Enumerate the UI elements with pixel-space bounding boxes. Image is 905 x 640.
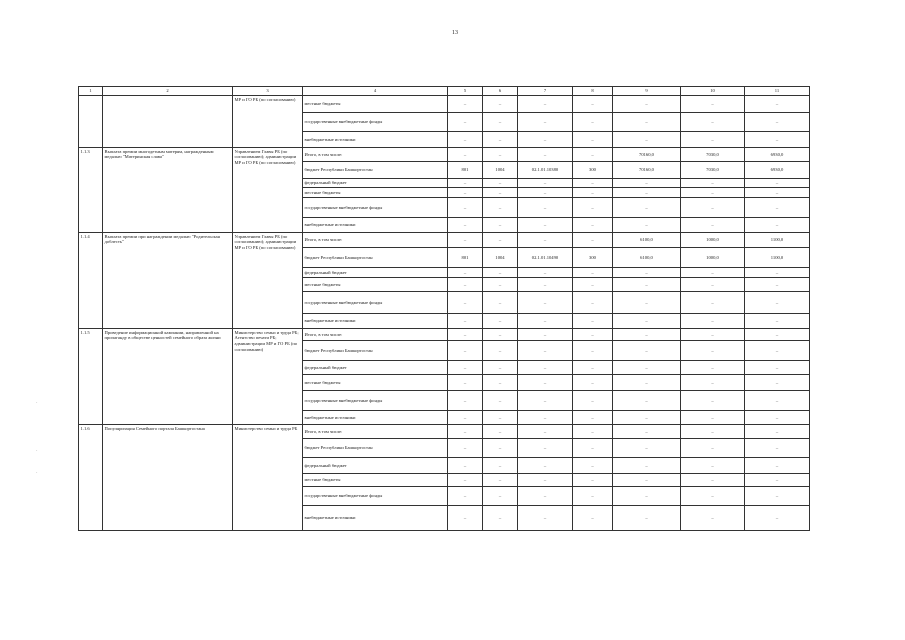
value-cell: – — [448, 458, 483, 474]
value-cell: – — [448, 278, 483, 292]
value-cell: 70160,0 — [613, 148, 681, 162]
value-cell: – — [573, 148, 613, 162]
value-cell: – — [483, 218, 518, 233]
program-table — [78, 86, 810, 531]
responsible-cell: МР и ГО РБ (по согласованию) — [233, 96, 303, 148]
value-cell: – — [518, 506, 573, 531]
funding-source-cell: федеральный бюджет — [303, 268, 448, 278]
margin-mark: · — [36, 470, 38, 476]
value-cell: – — [448, 132, 483, 148]
item-name-cell: Популяризация Семейного портала Башкортостана — [103, 425, 233, 531]
value-cell: 801 — [448, 248, 483, 268]
value-cell: – — [573, 425, 613, 439]
value-cell: – — [681, 411, 745, 425]
value-cell: – — [613, 341, 681, 361]
value-cell: – — [448, 341, 483, 361]
value-cell: – — [613, 361, 681, 375]
value-cell: – — [448, 506, 483, 531]
funding-source-cell: внебюджетные источники — [303, 314, 448, 329]
page-number: 13 — [452, 30, 458, 36]
value-cell: 70160,0 — [613, 162, 681, 179]
value-cell: – — [483, 268, 518, 278]
value-cell: – — [573, 375, 613, 391]
value-cell: – — [448, 292, 483, 314]
value-cell: – — [518, 329, 573, 341]
value-cell: – — [745, 218, 810, 233]
responsible-cell: Управлением Главы РБ (по согласованию); администрации МР и ГО РБ (по согласованию) — [233, 233, 303, 329]
value-cell: 7030,0 — [681, 148, 745, 162]
value-cell: – — [448, 474, 483, 487]
value-cell: – — [448, 411, 483, 425]
value-cell: – — [745, 278, 810, 292]
value-cell: – — [681, 391, 745, 411]
value-cell: – — [745, 198, 810, 218]
value-cell: – — [573, 278, 613, 292]
value-cell: – — [483, 361, 518, 375]
value-cell: – — [518, 411, 573, 425]
value-cell: – — [483, 292, 518, 314]
funding-source-cell: внебюджетные источники — [303, 506, 448, 531]
value-cell: – — [573, 292, 613, 314]
value-cell: – — [745, 439, 810, 458]
funding-source-cell: Итого, в том числе: — [303, 148, 448, 162]
value-cell: – — [745, 268, 810, 278]
value-cell: 1000,0 — [681, 233, 745, 248]
value-cell: – — [573, 188, 613, 198]
funding-source-cell: бюджет Республики Башкортостан — [303, 248, 448, 268]
value-cell: – — [613, 474, 681, 487]
value-cell: – — [518, 361, 573, 375]
value-cell: – — [573, 391, 613, 411]
value-cell: – — [745, 132, 810, 148]
value-cell: – — [613, 375, 681, 391]
value-cell: – — [613, 425, 681, 439]
value-cell: – — [518, 314, 573, 329]
value-cell: – — [483, 487, 518, 506]
funding-source-cell: местные бюджеты — [303, 278, 448, 292]
value-cell: – — [681, 458, 745, 474]
funding-source-cell: внебюджетные источники — [303, 218, 448, 233]
value-cell: – — [613, 218, 681, 233]
value-cell: – — [518, 425, 573, 439]
value-cell: – — [681, 198, 745, 218]
value-cell: – — [745, 391, 810, 411]
item-number-cell: 1.1.4 — [79, 233, 103, 329]
value-cell: – — [518, 179, 573, 188]
value-cell: – — [573, 329, 613, 341]
header-cell: 2 — [103, 87, 233, 96]
value-cell: – — [518, 487, 573, 506]
value-cell: – — [681, 314, 745, 329]
value-cell: – — [573, 487, 613, 506]
value-cell: – — [518, 233, 573, 248]
item-number-cell: 1.1.3 — [79, 148, 103, 233]
funding-source-cell: государственные внебюджетные фонды — [303, 292, 448, 314]
value-cell: – — [483, 411, 518, 425]
header-cell: 8 — [573, 87, 613, 96]
funding-source-cell: внебюджетные источники — [303, 411, 448, 425]
value-cell: 1100,0 — [745, 248, 810, 268]
value-cell: – — [448, 233, 483, 248]
value-cell: 1004 — [483, 162, 518, 179]
item-name-cell: Проведение информационной кампании, направленной на пропаганду в обществе ценностей семейного образа жизни — [103, 329, 233, 425]
value-cell: – — [518, 439, 573, 458]
funding-source-cell: Итого, в том числе: — [303, 233, 448, 248]
value-cell: – — [745, 474, 810, 487]
value-cell: – — [573, 96, 613, 113]
value-cell: 6100,0 — [613, 233, 681, 248]
value-cell: 7030,0 — [681, 162, 745, 179]
value-cell: – — [681, 188, 745, 198]
value-cell: – — [448, 329, 483, 341]
value-cell: – — [613, 314, 681, 329]
value-cell: – — [613, 391, 681, 411]
value-cell: – — [613, 292, 681, 314]
value-cell: 02.1.01.10380 — [518, 162, 573, 179]
value-cell: – — [745, 425, 810, 439]
value-cell: – — [483, 96, 518, 113]
value-cell: – — [483, 198, 518, 218]
value-cell: – — [681, 268, 745, 278]
value-cell: – — [573, 411, 613, 425]
funding-source-cell: бюджет Республики Башкортостан — [303, 162, 448, 179]
value-cell: – — [573, 341, 613, 361]
value-cell: – — [745, 411, 810, 425]
value-cell: – — [745, 341, 810, 361]
value-cell: – — [448, 179, 483, 188]
value-cell: – — [518, 341, 573, 361]
value-cell: – — [448, 268, 483, 278]
value-cell: 6930,0 — [745, 162, 810, 179]
value-cell: – — [518, 474, 573, 487]
value-cell: – — [448, 391, 483, 411]
responsible-cell: Управлением Главы РБ (по согласованию); администрации МР и ГО РБ (по согласованию) — [233, 148, 303, 233]
value-cell: – — [613, 268, 681, 278]
value-cell: – — [448, 439, 483, 458]
value-cell: – — [483, 233, 518, 248]
value-cell: – — [518, 278, 573, 292]
funding-source-cell: местные бюджеты — [303, 474, 448, 487]
value-cell: – — [573, 458, 613, 474]
value-cell: – — [483, 179, 518, 188]
funding-source-cell: государственные внебюджетные фонды — [303, 113, 448, 132]
value-cell: – — [745, 506, 810, 531]
funding-source-cell: государственные внебюджетные фонды — [303, 391, 448, 411]
value-cell: – — [613, 96, 681, 113]
value-cell: – — [613, 132, 681, 148]
item-number-cell: 1.1.6 — [79, 425, 103, 531]
value-cell: – — [681, 341, 745, 361]
funding-source-cell: федеральный бюджет — [303, 361, 448, 375]
value-cell: – — [613, 329, 681, 341]
value-cell: – — [518, 113, 573, 132]
header-cell: 9 — [613, 87, 681, 96]
value-cell: – — [613, 439, 681, 458]
header-row — [79, 87, 810, 96]
value-cell: – — [483, 375, 518, 391]
value-cell: – — [518, 198, 573, 218]
value-cell: – — [745, 487, 810, 506]
item-name-cell: Выплата премии при награждении медалью "Родительская доблесть" — [103, 233, 233, 329]
value-cell: – — [681, 292, 745, 314]
funding-source-cell: федеральный бюджет — [303, 458, 448, 474]
value-cell: – — [483, 188, 518, 198]
value-cell: – — [573, 113, 613, 132]
funding-source-cell: федеральный бюджет — [303, 179, 448, 188]
value-cell: – — [681, 329, 745, 341]
header-cell: 6 — [483, 87, 518, 96]
value-cell: – — [483, 474, 518, 487]
value-cell: – — [483, 341, 518, 361]
value-cell: 1100,0 — [745, 233, 810, 248]
value-cell: 6100,0 — [613, 248, 681, 268]
value-cell: – — [681, 375, 745, 391]
value-cell: – — [518, 148, 573, 162]
funding-source-cell: Итого, в том числе: — [303, 425, 448, 439]
value-cell: – — [483, 391, 518, 411]
value-cell: – — [745, 458, 810, 474]
value-cell: – — [483, 314, 518, 329]
value-cell: – — [483, 278, 518, 292]
funding-source-cell: местные бюджеты — [303, 96, 448, 113]
value-cell: – — [573, 506, 613, 531]
value-cell: – — [613, 458, 681, 474]
value-cell: – — [613, 179, 681, 188]
header-cell: 7 — [518, 87, 573, 96]
funding-source-cell: государственные внебюджетные фонды — [303, 198, 448, 218]
table-row — [79, 96, 810, 113]
value-cell: – — [573, 268, 613, 278]
value-cell: 801 — [448, 162, 483, 179]
value-cell: – — [681, 474, 745, 487]
header-cell: 5 — [448, 87, 483, 96]
value-cell: – — [518, 458, 573, 474]
value-cell: 6930,0 — [745, 148, 810, 162]
value-cell: – — [745, 188, 810, 198]
value-cell: – — [681, 132, 745, 148]
funding-source-cell: бюджет Республики Башкортостан — [303, 341, 448, 361]
header-cell: 1 — [79, 87, 103, 96]
value-cell: – — [518, 375, 573, 391]
value-cell: 1000,0 — [681, 248, 745, 268]
header-cell: 11 — [745, 87, 810, 96]
value-cell: 300 — [573, 248, 613, 268]
value-cell: – — [745, 329, 810, 341]
funding-source-cell: государственные внебюджетные фонды — [303, 487, 448, 506]
responsible-cell: Министерство семьи и труда РБ; Агентство печати РБ; администрации МР и ГО РБ (по согласованию) — [233, 329, 303, 425]
header-cell: 4 — [303, 87, 448, 96]
value-cell: – — [518, 188, 573, 198]
value-cell: – — [483, 132, 518, 148]
value-cell: – — [681, 506, 745, 531]
value-cell: – — [745, 361, 810, 375]
value-cell: – — [448, 148, 483, 162]
value-cell: – — [745, 96, 810, 113]
table-row — [79, 233, 810, 248]
value-cell: – — [448, 375, 483, 391]
value-cell: – — [483, 439, 518, 458]
responsible-cell: Министерство семьи и труда РБ — [233, 425, 303, 531]
value-cell: – — [681, 439, 745, 458]
value-cell: – — [681, 113, 745, 132]
item-name-cell: Выплата премии многодетным матерям, награжденным медалью "Материнская слава" — [103, 148, 233, 233]
value-cell: – — [483, 148, 518, 162]
value-cell: – — [573, 198, 613, 218]
value-cell: – — [483, 329, 518, 341]
funding-source-cell: Итого, в том числе: — [303, 329, 448, 341]
value-cell: – — [448, 218, 483, 233]
value-cell: – — [448, 425, 483, 439]
value-cell: – — [613, 506, 681, 531]
table-row — [79, 148, 810, 162]
value-cell: – — [448, 314, 483, 329]
value-cell: – — [483, 425, 518, 439]
funding-source-cell: бюджет Республики Башкортостан — [303, 439, 448, 458]
value-cell: 300 — [573, 162, 613, 179]
margin-mark: · — [36, 400, 38, 406]
value-cell: – — [518, 218, 573, 233]
header-cell: 10 — [681, 87, 745, 96]
funding-source-cell: местные бюджеты — [303, 188, 448, 198]
table-row — [79, 329, 810, 341]
value-cell: 02.1.01.10490 — [518, 248, 573, 268]
value-cell: – — [745, 113, 810, 132]
value-cell: – — [448, 188, 483, 198]
value-cell: – — [681, 278, 745, 292]
value-cell: – — [681, 487, 745, 506]
value-cell: – — [745, 375, 810, 391]
value-cell: – — [518, 96, 573, 113]
value-cell: – — [448, 113, 483, 132]
item-number-cell: 1.1.5 — [79, 329, 103, 425]
value-cell: – — [573, 439, 613, 458]
value-cell: – — [518, 391, 573, 411]
value-cell: – — [518, 132, 573, 148]
value-cell: – — [681, 179, 745, 188]
value-cell: – — [613, 198, 681, 218]
value-cell: – — [483, 458, 518, 474]
value-cell: – — [448, 487, 483, 506]
value-cell: – — [681, 425, 745, 439]
value-cell: – — [613, 278, 681, 292]
value-cell: – — [518, 292, 573, 314]
table-row — [79, 425, 810, 439]
value-cell: – — [573, 314, 613, 329]
value-cell: – — [681, 361, 745, 375]
value-cell: – — [745, 292, 810, 314]
value-cell: – — [573, 474, 613, 487]
value-cell: – — [613, 188, 681, 198]
value-cell: – — [573, 132, 613, 148]
value-cell: – — [745, 314, 810, 329]
value-cell: – — [483, 506, 518, 531]
funding-source-cell: внебюджетные источники — [303, 132, 448, 148]
value-cell: – — [448, 361, 483, 375]
value-cell: – — [573, 179, 613, 188]
value-cell: – — [483, 113, 518, 132]
value-cell: – — [573, 218, 613, 233]
value-cell: – — [573, 233, 613, 248]
header-cell: 3 — [233, 87, 303, 96]
value-cell: – — [518, 268, 573, 278]
value-cell: – — [613, 411, 681, 425]
value-cell: – — [448, 198, 483, 218]
value-cell: – — [448, 96, 483, 113]
item-number-cell — [79, 96, 103, 148]
funding-source-cell: местные бюджеты — [303, 375, 448, 391]
value-cell: – — [613, 487, 681, 506]
item-name-cell — [103, 96, 233, 148]
value-cell: – — [573, 361, 613, 375]
value-cell: – — [613, 113, 681, 132]
margin-mark: · — [36, 448, 38, 454]
value-cell: – — [681, 218, 745, 233]
value-cell: – — [681, 96, 745, 113]
value-cell: 1004 — [483, 248, 518, 268]
value-cell: – — [745, 179, 810, 188]
